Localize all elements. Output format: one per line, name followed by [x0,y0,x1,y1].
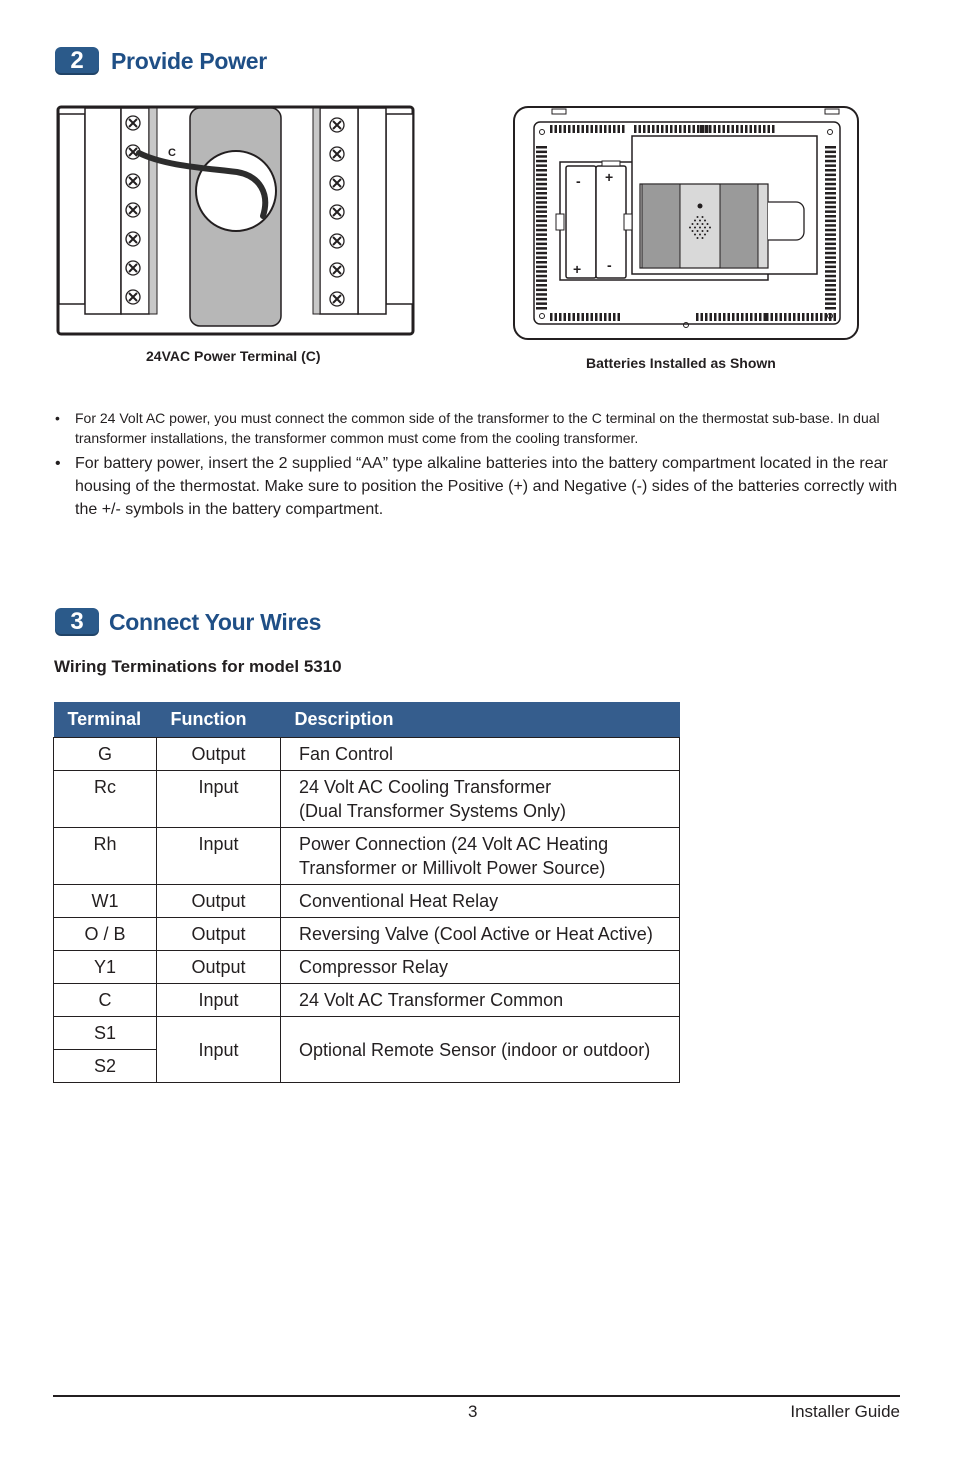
function-cell: Input [157,828,281,885]
header-description: Description [281,702,680,738]
terminal-cell: W1 [54,885,157,918]
step-number-badge: 2 [55,47,99,75]
description-cell: Compressor Relay [281,951,680,984]
bullet-item [55,408,900,448]
description-cell: 24 Volt AC Transformer Common [281,984,680,1017]
terminal-cell: O / B [54,918,157,951]
terminal-cell: Rh [54,828,157,885]
terminal-cell: Y1 [54,951,157,984]
table-row [54,738,680,771]
battery-2-minus: - [607,257,612,273]
battery-2-plus: + [605,169,614,185]
table-header-row [54,702,680,738]
table-row [54,885,680,918]
function-cell: Output [157,738,281,771]
description-cell [281,828,680,885]
function-cell: Output [157,951,281,984]
table-row [54,918,680,951]
power-instructions [55,408,900,521]
terminal-c-label: C [168,147,176,159]
battery-figure [512,104,862,342]
table-title: Wiring Terminations for model 5310 [54,657,342,676]
section-title: Provide Power [111,47,267,74]
footer-rule [53,1395,900,1397]
bullet-dot: • [55,455,61,472]
description-cell: Conventional Heat Relay [281,885,680,918]
description-cell [281,771,680,828]
terminal-cell: Rc [54,771,157,828]
function-cell: Input [157,984,281,1017]
table-row [54,828,680,885]
header-terminal: Terminal [54,702,157,738]
table-row [54,951,680,984]
battery-1-minus: - [576,173,581,189]
description-line: Power Connection (24 Volt AC Heating [299,834,609,854]
table-row [54,984,680,1017]
footer-title: Installer Guide [790,1402,900,1421]
bullet-dot: • [55,410,60,426]
terminal-cell: G [54,738,157,771]
step-number-badge: 3 [55,608,99,636]
table-row [54,771,680,828]
section-2-heading [55,47,267,75]
description-cell: Fan Control [281,738,680,771]
description-line: (Dual Transformer Systems Only) [299,801,567,821]
table-row [54,1017,680,1050]
power-terminal-figure [55,104,417,340]
terminal-cell: S2 [54,1050,157,1083]
header-function: Function [157,702,281,738]
terminal-figure-caption: 24VAC Power Terminal (C) [146,348,321,364]
description-line: 24 Volt AC Cooling Transformer [299,777,552,797]
terminal-cell: C [54,984,157,1017]
description-line: Transformer or Millivolt Power Source) [299,858,606,878]
function-cell: Input [157,1017,281,1083]
function-cell: Output [157,885,281,918]
description-cell: Optional Remote Sensor (indoor or outdoor) [281,1017,680,1083]
page-number: 3 [468,1402,478,1421]
description-cell: Reversing Valve (Cool Active or Heat Active) [281,918,680,951]
section-title: Connect Your Wires [109,608,322,635]
wiring-table [53,702,680,1083]
function-cell: Output [157,918,281,951]
section-3-heading [55,608,321,636]
bullet-text: For 24 Volt AC power, you must connect the common side of the transformer to the C terminal on the thermostat sub-base. In dual transformer installations, the transformer common must come from the cooling transformer. [75,410,880,446]
terminal-cell: S1 [54,1017,157,1050]
bullet-text: For battery power, insert the 2 supplied “AA” type alkaline batteries into the battery compartment located in the rear housing of the thermostat. Make sure to position the Positive (+) and Negative (-) sides of the batteries correctly with the +/- symbols in the battery compartment. [75,455,898,518]
bullet-item [55,452,900,521]
battery-figure-caption: Batteries Installed as Shown [586,355,776,371]
battery-1-plus: + [573,261,582,277]
function-cell: Input [157,771,281,828]
